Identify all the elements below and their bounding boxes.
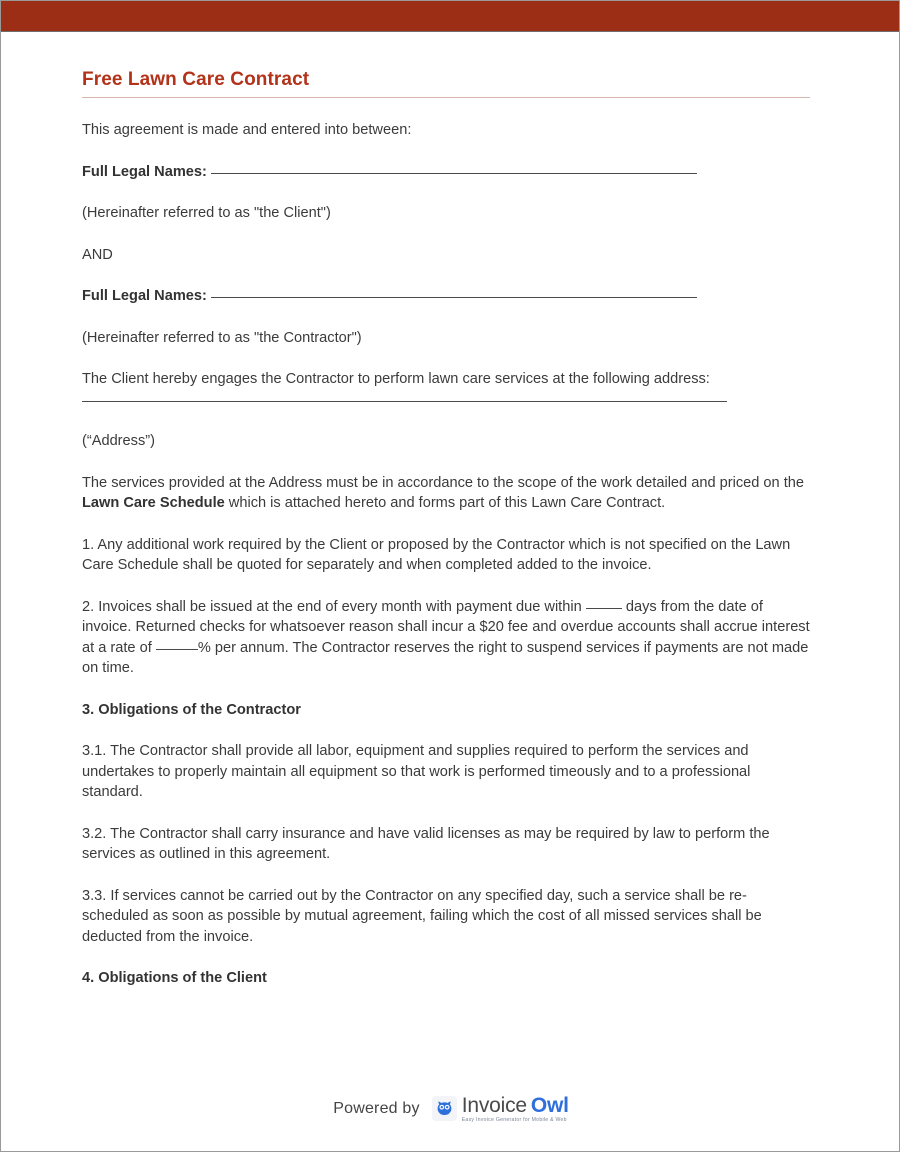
logo-tagline: Easy Invoice Generator for Mobile & Web [461, 1116, 567, 1123]
page-title: Free Lawn Care Contract [82, 69, 310, 90]
powered-by-label: Powered by [333, 1099, 420, 1117]
clause-3-2: 3.2. The Contractor shall carry insurance and have valid licenses as may be required by law to perform the services as outlined in this agreement. [82, 825, 770, 862]
heading-section-3: 3. Obligations of the Contractor [82, 701, 301, 718]
logo-name-row [462, 1095, 569, 1116]
and-connector: AND [82, 246, 113, 263]
page-footer [1, 1095, 900, 1123]
intro-paragraph: This agreement is made and entered into between: [82, 122, 412, 138]
contractor-hereinafter: (Hereinafter referred to as "the Contractor") [82, 329, 362, 346]
client-names-blank[interactable] [211, 161, 697, 174]
contractor-names-blank[interactable] [211, 285, 697, 298]
logo-wordmark [462, 1095, 569, 1123]
contractor-names-row [82, 286, 810, 307]
invoiceowl-logo[interactable] [432, 1095, 569, 1123]
address-token: (“Address”) [82, 433, 155, 449]
clause-1: 1. Any additional work required by the Client or proposed by the Contractor which is not specified on the Lawn Care Schedule shall be quoted for separately and when completed added to the invoice. [82, 536, 791, 573]
clause-3-1: 3.1. The Contractor shall provide all labor, equipment and supplies required to perform the services and undertakes to properly maintain all equipment so that work is performed timeously and to a professional standard. [82, 743, 751, 800]
heading-section-4: 4. Obligations of the Client [82, 970, 267, 986]
clause-2-part2: days from the date of invoice. Returned checks for whatsoever reason shall incur a $20 fee and overdue accounts shall accrue interest at a rate of [82, 598, 810, 656]
clause-3-3: 3.3. If services cannot be carried out by the Contractor on any specified day, such a service shall be re-scheduled as soon as possible by mutual agreement, failing which the cost of all missed services shall be deducted from the invoice. [82, 887, 762, 945]
title-divider [82, 97, 810, 98]
engagement-text: The Client hereby engages the Contractor to perform lawn care services at the following address: [82, 371, 710, 387]
client-names-row [82, 162, 810, 183]
address-blank[interactable] [82, 389, 727, 402]
lawn-care-schedule-emphasis: Lawn Care Schedule [82, 495, 225, 511]
client-hereinafter: (Hereinafter referred to as "the Client") [82, 205, 331, 221]
engagement-paragraph [82, 369, 810, 410]
logo-invoice-text: Invoice [461, 1093, 527, 1117]
scope-text-part1: The services provided at the Address must be in accordance to the scope of the work detailed and priced on the [82, 474, 805, 491]
clause-2-part3: % per annum. The Contractor reserves the right to suspend services if payments are not made on time. [82, 639, 809, 676]
clause-2-part1: 2. Invoices shall be issued at the end of every month with payment due within [82, 598, 586, 615]
interest-rate-blank[interactable] [156, 638, 198, 650]
contractor-names-label: Full Legal Names: [82, 288, 207, 304]
scope-paragraph [82, 473, 810, 514]
owl-icon [432, 1096, 457, 1121]
top-banner [1, 1, 900, 32]
logo-owl-text: Owl [530, 1093, 569, 1117]
clause-2 [82, 597, 810, 679]
scope-text-part2: which is attached hereto and forms part of this Lawn Care Contract. [224, 495, 666, 511]
payment-days-blank[interactable] [586, 597, 622, 609]
document-content [82, 69, 810, 1010]
client-names-label: Full Legal Names: [82, 163, 207, 180]
